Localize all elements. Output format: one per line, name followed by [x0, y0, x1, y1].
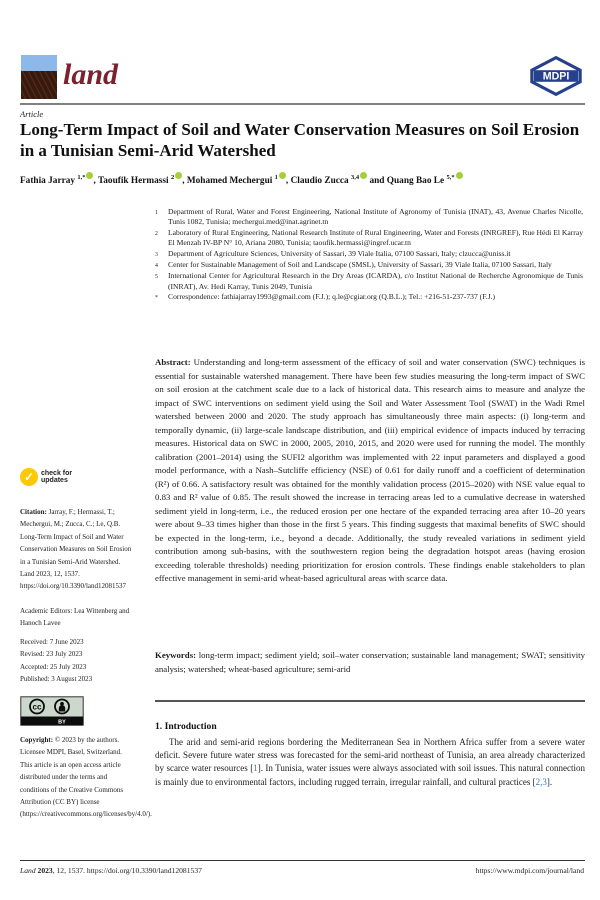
cc-by-license-icon[interactable]	[20, 696, 84, 726]
svg-text:cc: cc	[32, 702, 42, 712]
author: Claudio Zucca $^{3,4}$ and	[290, 174, 387, 187]
received-date: Received: 7 June 2023	[20, 638, 84, 646]
abstract-label: Abstract:	[155, 357, 191, 367]
affiliation-item: 3 Department of Agriculture Sciences, University of Sassari, 39 Viale Italia, 07100 Sassari, Italy; clzucca@uniss.it	[155, 248, 511, 258]
author: Mohamed Mechergui $^1$ ,	[186, 174, 291, 187]
affiliation-item: 2 Laboratory of Rural Engineering, National Research Institute of Rural Engineering, Water and Forests (INRGREF), Rue Hédi El Karray El Menzah IV-BP N° 10, Ariana 2080, Tunisia; taoufik.hermassi@ingref.ucar.tn	[155, 227, 583, 248]
article-type-label: Article	[20, 109, 44, 119]
check-for-updates-label: check for updates	[41, 469, 73, 484]
journal-logo-image	[21, 55, 57, 99]
footer-doi-link[interactable]: , 12, 1537. https://doi.org/10.3390/land12081537	[52, 866, 202, 875]
footer-journal-url[interactable]: https://www.mdpi.com/journal/land	[475, 866, 584, 875]
keywords-text: long-term impact; sediment yield; soil–water conservation; sustainable land management; SWAT; sensitivity analysis; watershed; wheat-based agriculture; semi-arid	[155, 650, 585, 674]
abstract-text: Understanding and long-term assessment of the efficacy of soil and water conservation (SWC) techniques is essential for sustainable watershed management. There have been few studies measuring the long-term impact of SWC on soil erosion at the catchment scale due to a lack of historical data. This research aims to measure and analyze the impact of SWC interventions on sediment yield using the Soil and Water Assessment Tool (SWAT) in the Wadi Rmel watershed between 2000 and 2020. The study approach has simultaneously three main aspects: (i) long-term and temporally dynamic, (ii) large-scale landscape distribution, and (iii) empirical evidence of impacts induced by terracing measures. Historical data on SWC in 2000, 2005, 2010, 2015, and 2020 were used for running the model. The monthly calibration (2001–2014) using the SUFI2 algorithm was implemented with 22 input parameters and displayed a good model performance, with a Nash–Sutcliffe efficiency (NSE) of 0.61 for daily runoff and a coefficient of determination (R²) of 0.66. A satisfactory result was obtained for the monthly validation process (2015–2020) with NSE value equal to 0.83 and R² value of 0.85. The result showed the increase in terracing areas led to a cumulative decrease in watershed sediment yield in long-term, i.e., the reduced erosion per one hectare of the expanded terracing area after 10–20 years were about 9–33 times higher than those in the first 5 years. This finding suggests that maximal benefits of SWC should be expected in the long-term, i.e., beyond a decade. Additionally, the study revealed variations in sediment yield contribution among sub-basins, with the southwestern region being the degradation hotspot areas (having erosion exceeding tolerable thresholds) needing prioritization for erosion controls. These findings enable stakeholders to plan effective management in semi-arid wheat-based agricultural areas with scarce data.	[155, 357, 585, 583]
affiliation-item: 4 Center for Sustainable Management of Soil and Landscape (SMSL), University of Sassari, 39 Viale Italia, 07100 Sassari, Italy	[155, 260, 552, 270]
abstract-paragraph	[155, 356, 585, 586]
orcid-icon[interactable]	[279, 172, 286, 179]
header-divider	[20, 103, 585, 105]
check-icon: ✓	[20, 468, 38, 486]
page-title: Long-Term Impact of Soil and Water Conservation Measures on Soil Erosion in a Tunisian Semi-Arid Watershed	[20, 120, 580, 160]
affiliations-list	[155, 207, 583, 304]
revised-date: Revised: 23 July 2023	[20, 650, 83, 659]
keywords-divider	[155, 700, 585, 702]
keywords-label: Keywords:	[155, 650, 197, 660]
author: Fathia Jarray $^{1,*}$ ,	[20, 174, 98, 187]
mdpi-logo-icon[interactable]	[527, 56, 585, 96]
affiliation-item: 5 International Center for Agricultural Research in the Dry Areas (ICARDA), c/o Institut National de Recherche Agronomique de Tunis (INRAT), Av. Hedi Karray, Tunis 2049, Tunisia	[155, 271, 583, 291]
accepted-date: Accepted: 25 July 2023	[20, 662, 87, 671]
authors-line	[20, 172, 584, 186]
introduction-paragraph: The arid and semi-arid regions bordering the Mediterranean Sea in Northern Africa suffer from a severe water deficit. Severe future water stress was forecasted for the semi-arid northeast of Tunisia, an area already characterized by scarce water resources [1]. In Tunisia, water issues were always associated with soil issues. This natural connection is mainly due to environmental factors, including rugged terrain, irregular rainfall, and cultural practices [2,3].	[155, 737, 585, 787]
citation-ref-link[interactable]: 2,3	[535, 776, 547, 787]
article-dates	[20, 636, 134, 686]
author: Quang Bao Le $^{5,*}$	[387, 176, 463, 186]
published-date: Published: 3 August 2023	[20, 675, 93, 684]
journal-name: land	[63, 58, 119, 91]
citation-ref-link[interactable]: 1	[253, 763, 258, 774]
section-heading-introduction: 1. Introduction	[155, 721, 217, 732]
check-for-updates-button[interactable]	[20, 468, 110, 486]
footer-citation: Land 2023, 12, 1537. https://doi.org/10.3390/land12081537	[20, 866, 202, 875]
author: Taoufik Hermassi $^2$ ,	[97, 174, 187, 187]
affiliation-item: 1 Department of Rural, Water and Forest Engineering, National Institute of Agronomy of Tunisia (INAT), 43, Avenue Charles Nicolle, Tunis 1082, Tunisia; mechergui.med@inat.agrinet.tn	[155, 207, 583, 227]
logo-soil-band	[21, 71, 57, 99]
logo-sky-band	[21, 55, 57, 71]
citation-label: Citation:	[20, 508, 47, 516]
svg-text:BY: BY	[58, 719, 66, 726]
footer-divider	[20, 860, 585, 861]
keywords-paragraph	[155, 649, 585, 676]
orcid-icon[interactable]	[456, 172, 463, 179]
correspondence-item: * Correspondence: fathiajarray1993@gmail.com (F.J.); q.le@cgiar.org (Q.B.L.); Tel.: +216-51-237-737 (F.J.)	[155, 292, 496, 302]
academic-editors: Academic Editors: Lea Wittenberg and Hanoch Lavee	[20, 607, 130, 628]
svg-text:MDPI: MDPI	[542, 70, 570, 83]
copyright-block: Copyright: © 2023 by the authors. Licensee MDPI, Basel, Switzerland. This article is an open access article distributed under the terms and conditions of the Creative Commons Attribution (CC BY) license (https://creativecommons.org/licenses/by/4.0/).	[20, 736, 152, 819]
copyright-label: Copyright:	[20, 736, 54, 744]
citation-block: Citation: Jarray, F.; Hermassi, T.; Mechergui, M.; Zucca, C.; Le, Q.B. Long-Term Impact of Soil and Water Conservation Measures on Soil Erosion in a Tunisian Semi-Arid Watershed. Land 2023, 12, 1537. https://doi.org/10.3390/land12081537	[20, 508, 132, 591]
